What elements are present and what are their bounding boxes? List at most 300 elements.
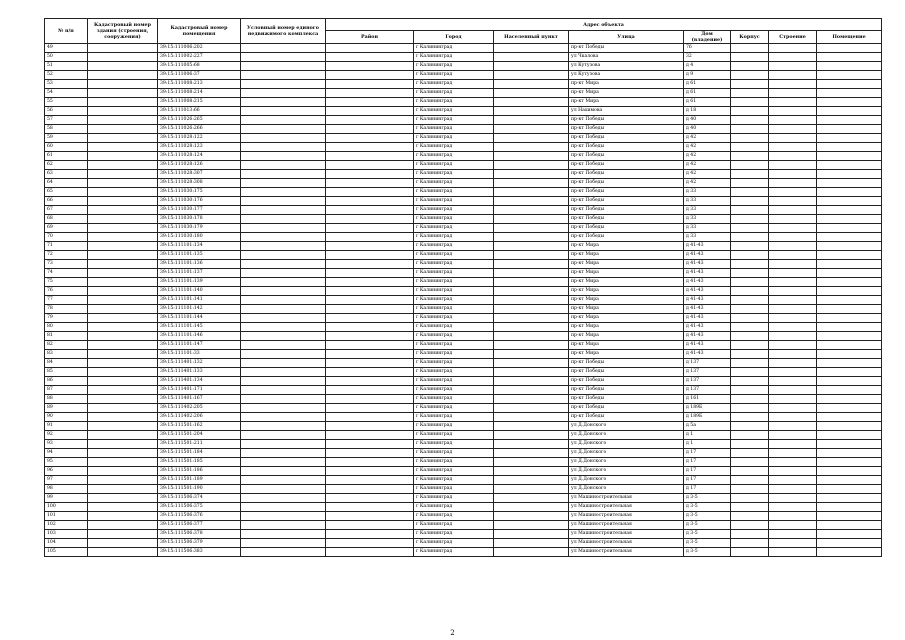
cell-building — [731, 260, 769, 269]
table-row — [45, 107, 882, 116]
cell-cond-complex — [241, 116, 326, 125]
cell-city: г Калининград — [414, 377, 494, 386]
cell-cond-complex — [241, 476, 326, 485]
cell-street: пр-кт Победы — [569, 413, 684, 422]
table-row — [45, 350, 882, 359]
cell-cad-room: 39:15:111101:145 — [158, 323, 241, 332]
cell-street: пр-кт Победы — [569, 179, 684, 188]
cell-cond-complex — [241, 341, 326, 350]
cell-structure — [769, 161, 817, 170]
col-district: Район — [326, 31, 414, 44]
cell-street: ул Машиностроительная — [569, 539, 684, 548]
cell-district — [326, 251, 414, 260]
cell-room — [817, 440, 882, 449]
cell-district — [326, 395, 414, 404]
cell-settlement — [494, 386, 569, 395]
cell-building — [731, 341, 769, 350]
cell-street: ул Машиностроительная — [569, 503, 684, 512]
cell-number: 56 — [45, 107, 88, 116]
cell-city: г Калининград — [414, 341, 494, 350]
cell-number: 51 — [45, 62, 88, 71]
cell-building — [731, 71, 769, 80]
cell-building — [731, 458, 769, 467]
cell-cad-building — [88, 332, 158, 341]
cell-settlement — [494, 260, 569, 269]
table-row — [45, 161, 882, 170]
cell-settlement — [494, 80, 569, 89]
cell-structure — [769, 494, 817, 503]
cell-city: г Калининград — [414, 503, 494, 512]
cell-number: 96 — [45, 467, 88, 476]
cell-house: д 189Б — [684, 413, 731, 422]
cell-settlement — [494, 485, 569, 494]
cell-room — [817, 206, 882, 215]
cell-house: д 137 — [684, 386, 731, 395]
cell-cad-building — [88, 467, 158, 476]
cell-street: ул Д.Донского — [569, 476, 684, 485]
cell-building — [731, 314, 769, 323]
cell-cad-room: 39:15:111101:147 — [158, 341, 241, 350]
table-row — [45, 449, 882, 458]
cell-cond-complex — [241, 395, 326, 404]
cell-structure — [769, 98, 817, 107]
cell-room — [817, 404, 882, 413]
cell-cond-complex — [241, 251, 326, 260]
cell-house: д 161 — [684, 395, 731, 404]
cell-structure — [769, 233, 817, 242]
cell-street: ул Д.Донского — [569, 458, 684, 467]
cell-cond-complex — [241, 386, 326, 395]
cell-house: д 3-5 — [684, 539, 731, 548]
cell-cad-building — [88, 296, 158, 305]
cell-cond-complex — [241, 539, 326, 548]
cell-structure — [769, 134, 817, 143]
cell-building — [731, 161, 769, 170]
cell-street: ул Машиностроительная — [569, 521, 684, 530]
table-row — [45, 386, 882, 395]
cell-number: 68 — [45, 215, 88, 224]
cell-settlement — [494, 314, 569, 323]
cell-street: пр-кт Мира — [569, 260, 684, 269]
cell-structure — [769, 359, 817, 368]
cell-number: 99 — [45, 494, 88, 503]
cell-house: д 41-43 — [684, 305, 731, 314]
cell-room — [817, 341, 882, 350]
cell-house: д 33 — [684, 215, 731, 224]
col-cad-building: Кадастровый номер здания (строения, сооружения) — [88, 19, 158, 44]
cell-structure — [769, 269, 817, 278]
cell-district — [326, 341, 414, 350]
cell-cad-room: 39:15:111506:383 — [158, 548, 241, 557]
cell-city: г Калининград — [414, 539, 494, 548]
cell-number: 59 — [45, 134, 88, 143]
cell-cad-building — [88, 98, 158, 107]
cell-cad-building — [88, 89, 158, 98]
cell-cond-complex — [241, 44, 326, 53]
cell-cond-complex — [241, 62, 326, 71]
cell-street: пр-кт Победы — [569, 197, 684, 206]
cell-settlement — [494, 305, 569, 314]
cell-number: 78 — [45, 305, 88, 314]
table-row — [45, 260, 882, 269]
cell-cad-building — [88, 458, 158, 467]
cell-cad-room: 39:15:111008:215 — [158, 98, 241, 107]
cell-cad-room: 39:15:111028:126 — [158, 161, 241, 170]
cell-cond-complex — [241, 422, 326, 431]
cell-room — [817, 323, 882, 332]
cell-building — [731, 296, 769, 305]
cell-structure — [769, 404, 817, 413]
table-row — [45, 512, 882, 521]
cell-building — [731, 431, 769, 440]
cell-cond-complex — [241, 503, 326, 512]
cell-house: д 41-43 — [684, 260, 731, 269]
cell-settlement — [494, 521, 569, 530]
cell-room — [817, 287, 882, 296]
cell-district — [326, 107, 414, 116]
cell-house: д 137 — [684, 368, 731, 377]
cell-cad-room: 39:15:111101:139 — [158, 278, 241, 287]
cell-building — [731, 80, 769, 89]
cell-house: д 4 — [684, 62, 731, 71]
cell-room — [817, 233, 882, 242]
cell-cad-building — [88, 350, 158, 359]
cell-street: пр-кт Мира — [569, 242, 684, 251]
table-row — [45, 404, 882, 413]
cell-building — [731, 368, 769, 377]
cell-settlement — [494, 341, 569, 350]
cell-house: д 1 — [684, 440, 731, 449]
cell-building — [731, 170, 769, 179]
cell-street: ул Кутузова — [569, 71, 684, 80]
table-row — [45, 89, 882, 98]
cell-settlement — [494, 323, 569, 332]
cell-number: 92 — [45, 431, 88, 440]
cell-street: ул Д.Донского — [569, 440, 684, 449]
cell-building — [731, 188, 769, 197]
cell-cad-room: 39:15:111506:376 — [158, 512, 241, 521]
cell-district — [326, 161, 414, 170]
cell-district — [326, 179, 414, 188]
cell-district — [326, 197, 414, 206]
cell-building — [731, 350, 769, 359]
cell-district — [326, 503, 414, 512]
cell-number: 72 — [45, 251, 88, 260]
cell-building — [731, 404, 769, 413]
cell-room — [817, 431, 882, 440]
cell-structure — [769, 368, 817, 377]
cell-cond-complex — [241, 107, 326, 116]
cell-structure — [769, 278, 817, 287]
cell-room — [817, 332, 882, 341]
cell-cad-building — [88, 440, 158, 449]
cell-structure — [769, 440, 817, 449]
cell-cond-complex — [241, 215, 326, 224]
cell-settlement — [494, 242, 569, 251]
cell-street: пр-кт Победы — [569, 404, 684, 413]
cell-building — [731, 287, 769, 296]
cell-district — [326, 386, 414, 395]
cell-building — [731, 116, 769, 125]
cell-cond-complex — [241, 179, 326, 188]
cell-room — [817, 242, 882, 251]
cell-district — [326, 224, 414, 233]
cell-city: г Калининград — [414, 179, 494, 188]
cell-street: пр-кт Мира — [569, 80, 684, 89]
cell-cad-room: 39:15:111028:308 — [158, 179, 241, 188]
cell-settlement — [494, 413, 569, 422]
cell-house: д 3-5 — [684, 530, 731, 539]
cell-cad-room: 39:15:111501:189 — [158, 476, 241, 485]
cell-district — [326, 521, 414, 530]
cell-district — [326, 278, 414, 287]
cell-house: д 41-43 — [684, 287, 731, 296]
cell-cad-room: 39:15:111002:227 — [158, 53, 241, 62]
table-row — [45, 422, 882, 431]
cell-street: пр-кт Победы — [569, 233, 684, 242]
cell-structure — [769, 512, 817, 521]
cell-settlement — [494, 359, 569, 368]
table-row — [45, 458, 882, 467]
cell-number: 50 — [45, 53, 88, 62]
cell-structure — [769, 296, 817, 305]
cell-city: г Калининград — [414, 386, 494, 395]
table-row — [45, 539, 882, 548]
cell-district — [326, 89, 414, 98]
cell-settlement — [494, 161, 569, 170]
cell-district — [326, 476, 414, 485]
cell-settlement — [494, 332, 569, 341]
cell-structure — [769, 521, 817, 530]
cell-settlement — [494, 62, 569, 71]
table-row — [45, 53, 882, 62]
cell-cond-complex — [241, 278, 326, 287]
cell-street: пр-кт Мира — [569, 287, 684, 296]
cell-settlement — [494, 143, 569, 152]
cell-room — [817, 458, 882, 467]
cell-building — [731, 359, 769, 368]
cell-structure — [769, 71, 817, 80]
cell-number: 77 — [45, 296, 88, 305]
cell-district — [326, 413, 414, 422]
cell-house: д 42 — [684, 179, 731, 188]
col-street: Улица — [569, 31, 684, 44]
cell-number: 95 — [45, 458, 88, 467]
cell-structure — [769, 503, 817, 512]
cell-house: д 17 — [684, 449, 731, 458]
cell-city: г Калининград — [414, 215, 494, 224]
cell-street: ул Д.Донского — [569, 422, 684, 431]
cell-district — [326, 530, 414, 539]
cell-building — [731, 305, 769, 314]
cell-cond-complex — [241, 413, 326, 422]
cell-building — [731, 449, 769, 458]
cell-street: пр-кт Победы — [569, 125, 684, 134]
cell-city: г Калининград — [414, 197, 494, 206]
cell-structure — [769, 251, 817, 260]
table-row — [45, 494, 882, 503]
cell-cond-complex — [241, 431, 326, 440]
cell-number: 84 — [45, 359, 88, 368]
cell-building — [731, 422, 769, 431]
cell-house: д 17 — [684, 476, 731, 485]
cell-number: 93 — [45, 440, 88, 449]
cell-room — [817, 548, 882, 557]
cell-building — [731, 377, 769, 386]
cell-street: пр-кт Победы — [569, 359, 684, 368]
cell-structure — [769, 305, 817, 314]
table-header — [45, 19, 882, 44]
cell-cad-building — [88, 395, 158, 404]
cell-city: г Калининград — [414, 467, 494, 476]
cell-cad-building — [88, 341, 158, 350]
table-row — [45, 467, 882, 476]
cell-cond-complex — [241, 152, 326, 161]
cell-cad-room: 39:15:111401:134 — [158, 377, 241, 386]
cell-cond-complex — [241, 98, 326, 107]
cell-structure — [769, 350, 817, 359]
cell-street: пр-кт Мира — [569, 332, 684, 341]
cell-structure — [769, 539, 817, 548]
cell-number: 58 — [45, 125, 88, 134]
cell-room — [817, 269, 882, 278]
cell-room — [817, 359, 882, 368]
cell-settlement — [494, 107, 569, 116]
cell-cad-room: 39:15:111030:177 — [158, 206, 241, 215]
cell-structure — [769, 377, 817, 386]
cell-settlement — [494, 530, 569, 539]
cell-street: пр-кт Мира — [569, 341, 684, 350]
cell-building — [731, 197, 769, 206]
cell-settlement — [494, 296, 569, 305]
cell-house: д 3-5 — [684, 521, 731, 530]
table-row — [45, 413, 882, 422]
cell-district — [326, 404, 414, 413]
cell-cad-room: 39:15:111401:133 — [158, 368, 241, 377]
cell-district — [326, 242, 414, 251]
cell-cond-complex — [241, 449, 326, 458]
cell-number: 83 — [45, 350, 88, 359]
table-row — [45, 305, 882, 314]
cell-house: д 17 — [684, 467, 731, 476]
table-row — [45, 440, 882, 449]
col-address-group: Адрес объекта — [326, 19, 882, 31]
cell-cad-room: 39:15:111030:179 — [158, 224, 241, 233]
cell-number: 55 — [45, 98, 88, 107]
cell-structure — [769, 206, 817, 215]
cell-cad-room: 39:15:111506:374 — [158, 494, 241, 503]
cell-cond-complex — [241, 305, 326, 314]
table-row — [45, 197, 882, 206]
cell-cad-room: 39:15:111401:132 — [158, 359, 241, 368]
cell-room — [817, 215, 882, 224]
cell-room — [817, 89, 882, 98]
cell-structure — [769, 458, 817, 467]
cell-cad-room: 39:15:111101:33 — [158, 350, 241, 359]
cell-cond-complex — [241, 206, 326, 215]
cell-city: г Калининград — [414, 53, 494, 62]
cell-street: пр-кт Победы — [569, 395, 684, 404]
cell-cond-complex — [241, 269, 326, 278]
cell-number: 60 — [45, 143, 88, 152]
cell-cond-complex — [241, 314, 326, 323]
cell-district — [326, 467, 414, 476]
table-row — [45, 134, 882, 143]
cell-settlement — [494, 116, 569, 125]
table-row — [45, 224, 882, 233]
cell-number: 88 — [45, 395, 88, 404]
cell-house: д 42 — [684, 161, 731, 170]
cell-structure — [769, 287, 817, 296]
cell-cad-building — [88, 305, 158, 314]
table-row — [45, 125, 882, 134]
cell-cad-building — [88, 521, 158, 530]
cell-building — [731, 206, 769, 215]
cell-cond-complex — [241, 224, 326, 233]
cell-number: 91 — [45, 422, 88, 431]
cell-building — [731, 269, 769, 278]
cell-city: г Калининград — [414, 206, 494, 215]
cell-settlement — [494, 53, 569, 62]
table-row — [45, 44, 882, 53]
cell-house: д 41-43 — [684, 341, 731, 350]
cell-street: пр-кт Победы — [569, 386, 684, 395]
cell-city: г Калининград — [414, 323, 494, 332]
table-row — [45, 269, 882, 278]
cell-settlement — [494, 98, 569, 107]
cell-number: 90 — [45, 413, 88, 422]
cell-settlement — [494, 440, 569, 449]
cell-structure — [769, 170, 817, 179]
table-row — [45, 143, 882, 152]
cell-city: г Калининград — [414, 98, 494, 107]
table-row — [45, 395, 882, 404]
cell-district — [326, 431, 414, 440]
cell-building — [731, 440, 769, 449]
cell-room — [817, 125, 882, 134]
table-body — [45, 44, 882, 557]
cell-cad-room: 39:15:111030:176 — [158, 197, 241, 206]
cell-settlement — [494, 512, 569, 521]
cell-district — [326, 233, 414, 242]
cell-cad-room: 39:15:111101:144 — [158, 314, 241, 323]
cell-district — [326, 332, 414, 341]
cell-cad-building — [88, 53, 158, 62]
cell-settlement — [494, 44, 569, 53]
cell-house: д 3-5 — [684, 494, 731, 503]
cell-cad-building — [88, 44, 158, 53]
cell-street: пр-кт Победы — [569, 368, 684, 377]
cell-cond-complex — [241, 467, 326, 476]
cell-building — [731, 503, 769, 512]
cell-street: пр-кт Победы — [569, 170, 684, 179]
cell-cad-room: 39:15:111101:134 — [158, 242, 241, 251]
cell-cad-room: 39:15:111028:122 — [158, 134, 241, 143]
cell-house: д 33 — [684, 197, 731, 206]
cell-house: д 40 — [684, 116, 731, 125]
cell-building — [731, 485, 769, 494]
col-city: Город — [414, 31, 494, 44]
cell-settlement — [494, 278, 569, 287]
cell-room — [817, 143, 882, 152]
cell-number: 74 — [45, 269, 88, 278]
cell-street: ул Д.Донского — [569, 485, 684, 494]
table-row — [45, 170, 882, 179]
table-row — [45, 152, 882, 161]
table-row — [45, 62, 882, 71]
cell-house: д 41-43 — [684, 242, 731, 251]
cell-building — [731, 242, 769, 251]
